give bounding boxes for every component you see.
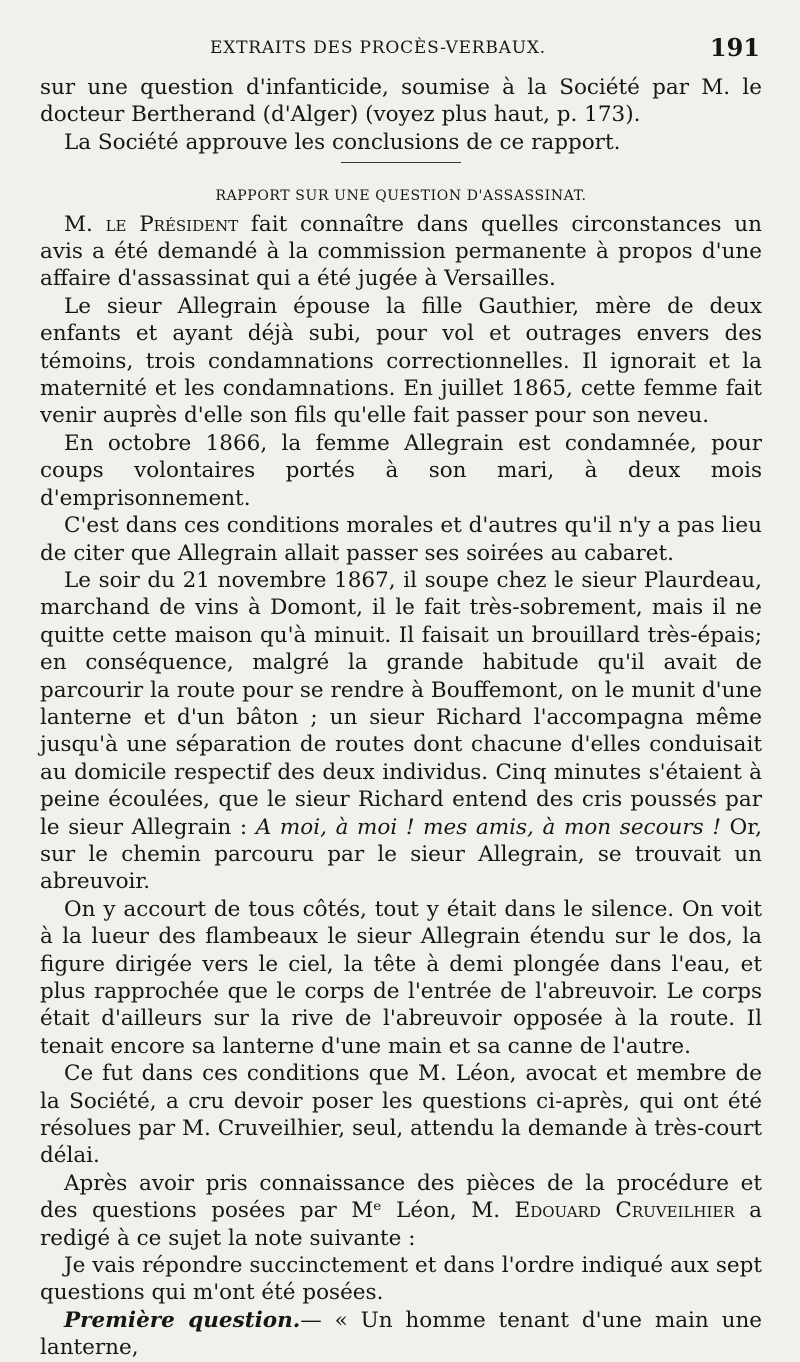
paragraph-5: C'est dans ces conditions morales et d'autres qu'il n'y a pas lieu de citer que Allegrain allait passer ses soirées au cabaret. (40, 513, 762, 566)
paragraph-6-text-b: Or, sur le chemin parcouru par le sieur Allegrain, se trouvait un abreuvoir. (40, 814, 762, 895)
page-header (40, 33, 760, 66)
paragraph-9-text-a: Après avoir pris connaissance des pièces de la procédure et des questions posées par Mᵉ Léon, M. (40, 1170, 762, 1224)
first-question-text: — « Un homme tenant d'une main une lanterne, (40, 1307, 763, 1361)
paragraph-9 (40, 1170, 762, 1252)
separator-rule (341, 162, 461, 163)
author-name: Edouard Cruveilhier (514, 1198, 735, 1224)
section-title: RAPPORT SUR UNE QUESTION D'ASSASSINAT. (215, 188, 587, 205)
paragraph-2-text: fait connaître dans quelles circonstances un avis a été demandé à la commission permanente à propos d'une affaire d'assassinat qui a été jugée à Versailles. (40, 211, 762, 292)
first-question-label: Première question. (64, 1307, 301, 1333)
paragraph-2 (40, 211, 762, 293)
paragraph-9-text-b: a redigé à ce sujet la note suivante : (40, 1198, 762, 1251)
body-text (40, 74, 762, 1362)
cry-quote: A moi, à moi ! mes amis, à mon secours ! (255, 814, 721, 840)
paragraph-3: Le sieur Allegrain épouse la fille Gauthier, mère de deux enfants et ayant déjà subi, pour vol et outrages envers des témoins, trois condamnations correctionnelles. Il ignorait et la maternité et les condamnations. En juillet 1865, cette femme fait venir auprès d'elle son fils qu'elle fait passer pour son neveu. (40, 293, 762, 429)
paragraph-6-text-a: Le soir du 21 novembre 1867, il soupe chez le sieur Plaurdeau, marchand de vins à Domont, il le fait très-sobrement, mais il ne quitte cette maison qu'à minuit. Il faisait un brouillard très-épais; en conséquence, malgré la grande habitude qu'il avait de parcourir la route pour se rendre à Bouffemont, on le munit d'une lanterne et d'un bâton ; un sieur Richard l'accompagna même jusqu'à une séparation de routes dont chacune d'elles conduisait au domicile respectif des deux individus. Cinq minutes s'étaient à peine écoulées, que le sieur Richard entend des cris poussés par le sieur Allegrain : (40, 567, 762, 840)
paragraph-0: sur une question d'infanticide, soumise à la Société par M. le docteur Bertherand (d'Alger) (voyez plus haut, p. 173). (40, 75, 762, 128)
paragraph-6 (40, 567, 762, 896)
paragraph-8: Ce fut dans ces conditions que M. Léon, avocat et membre de la Société, a cru devoir poser les questions ci-après, qui ont été résolues par M. Cruveilhier, seul, attendu la demande à très-court délai. (40, 1061, 762, 1169)
paragraph-11 (40, 1307, 762, 1362)
paragraph-1: La Société approuve les conclusions de ce rapport. (64, 129, 621, 155)
page-number: 191 (709, 33, 760, 62)
running-title: EXTRAITS DES PROCÈS-VERBAUX. (210, 38, 546, 58)
paragraph-4: En octobre 1866, la femme Allegrain est condamnée, pour coups volontaires portés à son mari, à deux mois d'emprisonnement. (40, 430, 762, 511)
president-lead: M. le Président (64, 211, 239, 237)
paragraph-10: Je vais répondre succinctement et dans l'ordre indiqué aux sept questions qui m'ont été posées. (40, 1253, 762, 1306)
paragraph-7: On y accourt de tous côtés, tout y était dans le silence. On voit à la lueur des flambeaux le sieur Allegrain étendu sur le dos, la figure dirigée vers le ciel, la tête à demi plongée dans l'eau, et plus rapprochée que le corps de l'entrée de l'abreuvoir. Le corps était d'ailleurs sur la rive de l'abreuvoir opposée à la route. Il tenait encore sa lanterne d'une main et sa canne de l'autre. (40, 896, 762, 1059)
